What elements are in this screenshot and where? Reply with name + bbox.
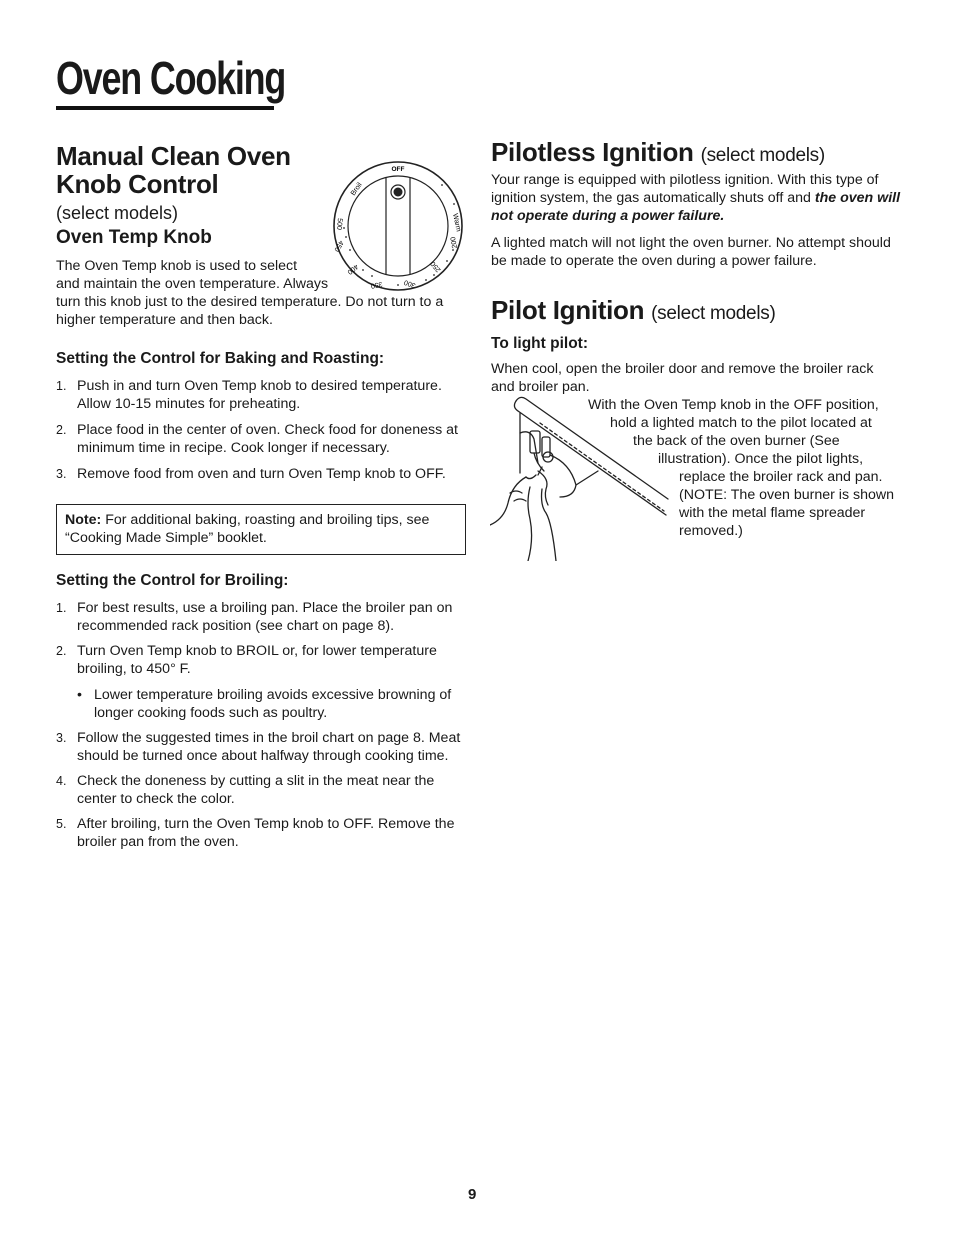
broiling-step xyxy=(56,599,468,635)
title-underline xyxy=(56,106,274,110)
manual-select-models: (select models) xyxy=(56,203,179,223)
pilot-paragraph: When cool, open the broiler door and remove the broiler rack and broiler pan. xyxy=(491,361,874,395)
knob-label-off: OFF xyxy=(391,166,405,173)
baking-heading: Setting the Control for Baking and Roasting: xyxy=(56,350,385,367)
knob-label-500: 500 xyxy=(334,217,343,231)
note-text: For additional baking, roasting and broiling tips, see “Cooking Made Simple” booklet. xyxy=(65,512,430,546)
page-number: 9 xyxy=(468,1186,477,1203)
knob-label-200: 200 xyxy=(450,236,459,249)
knob-label-350: 350 xyxy=(370,280,383,289)
pilot-heading xyxy=(491,296,901,328)
pilotless-select-models: (select models) xyxy=(700,145,825,166)
pilotless-paragraph xyxy=(491,171,901,225)
illus-text-line: With the Oven Temp knob in the OFF position, xyxy=(588,397,879,413)
illus-text-line: hold a lighted match to the pilot located at xyxy=(610,415,872,431)
step-number: 1. xyxy=(56,379,67,393)
step-number: 2. xyxy=(56,644,67,658)
broiling-steps-cont xyxy=(56,729,468,851)
ignition-section xyxy=(491,138,901,396)
intro-rest: turn this knob just to the desired temperature. Do not turn to a higher temperature and then back. xyxy=(56,294,444,328)
manual-heading-line2: Knob Control xyxy=(56,169,219,199)
knob-label-400: 400 xyxy=(345,262,360,276)
pilot-heading-text: Pilot Ignition xyxy=(491,295,645,325)
bullet-text: Lower temperature broiling avoids excessive browning of longer cooking foods such as poultry. xyxy=(94,687,452,721)
intro-line2: and maintain the oven temperature. Always xyxy=(56,276,329,292)
step-number: 3. xyxy=(56,731,67,745)
pilotless-para-normal: Your range is equipped with pilotless ignition. With this type of ignition system, the gas automatically shuts off and xyxy=(491,172,879,206)
step-text: Remove food from oven and turn Oven Temp knob to OFF. xyxy=(77,466,446,482)
bullet-dot: • xyxy=(77,687,82,703)
knob-label-broil: Broil xyxy=(349,181,364,198)
broiling-step xyxy=(56,772,468,808)
oven-temp-knob-heading: Oven Temp Knob xyxy=(56,227,212,248)
page-title: Oven Cooking xyxy=(56,52,286,104)
baking-step xyxy=(56,377,468,413)
to-light-pilot-heading: To light pilot: xyxy=(491,335,588,352)
note-label: Note: xyxy=(65,512,102,528)
step-text: Push in and turn Oven Temp knob to desired temperature. Allow 10-15 minutes for preheating. xyxy=(77,378,442,412)
broiling-steps xyxy=(56,599,468,678)
oven-knob-icon xyxy=(330,158,466,294)
illus-text-line: with the metal flame spreader xyxy=(679,505,866,521)
broiling-step xyxy=(56,729,468,765)
knob-label-250: 250 xyxy=(429,259,443,274)
step-number: 5. xyxy=(56,817,67,831)
baking-step xyxy=(56,465,468,483)
step-text: Place food in the center of oven. Check food for doneness at minimum time in recipe. Cook longer if necessary. xyxy=(77,422,458,456)
step-number: 3. xyxy=(56,467,67,481)
oven-temp-knob-illustration xyxy=(330,158,466,294)
pilotless-heading xyxy=(491,138,901,170)
illus-text-line: removed.) xyxy=(679,523,743,539)
knob-label-450: 450 xyxy=(332,239,345,253)
broiling-bullet xyxy=(56,686,468,722)
broiling-step xyxy=(56,815,468,851)
baking-steps xyxy=(56,377,468,483)
illus-text-line: (NOTE: The oven burner is shown xyxy=(679,487,895,503)
pilotless-heading-text: Pilotless Ignition xyxy=(491,137,694,167)
manual-heading-line1: Manual Clean Oven xyxy=(56,141,291,171)
step-text: After broiling, turn the Oven Temp knob to OFF. Remove the broiler pan from the oven. xyxy=(77,816,455,850)
step-number: 2. xyxy=(56,423,67,437)
step-text: For best results, use a broiling pan. Place the broiler pan on recommended rack position (see chart on page 8). xyxy=(77,600,453,634)
pilotless-warning: A lighted match will not light the oven burner. No attempt should be made to operate the oven during a power failure. xyxy=(491,235,891,269)
illus-text-line: the back of the oven burner (See xyxy=(633,433,840,449)
step-number: 1. xyxy=(56,601,67,615)
step-text: Check the doneness by cutting a slit in the meat near the center to check the color. xyxy=(77,773,435,807)
illus-text-line: replace the broiler rack and pan. xyxy=(679,469,883,485)
broiling-heading: Setting the Control for Broiling: xyxy=(56,572,289,589)
intro-line1: The Oven Temp knob is used to select xyxy=(56,258,298,274)
step-number: 4. xyxy=(56,774,67,788)
baking-step xyxy=(56,421,468,457)
step-text: Turn Oven Temp knob to BROIL or, for lower temperature broiling, to 450° F. xyxy=(77,643,437,677)
pilot-select-models: (select models) xyxy=(651,303,776,324)
knob-label-300: 300 xyxy=(403,278,417,289)
pilotless-para-emphasis: the oven will not operate during a power failure. xyxy=(491,190,901,224)
illus-text-line: illustration). Once the pilot lights, xyxy=(658,451,864,467)
note-box xyxy=(56,504,466,555)
step-text: Follow the suggested times in the broil chart on page 8. Meat should be turned once about halfway through cooking time. xyxy=(77,730,461,764)
knob-label-warm: Warm xyxy=(451,212,462,233)
broiling-step xyxy=(56,642,468,678)
